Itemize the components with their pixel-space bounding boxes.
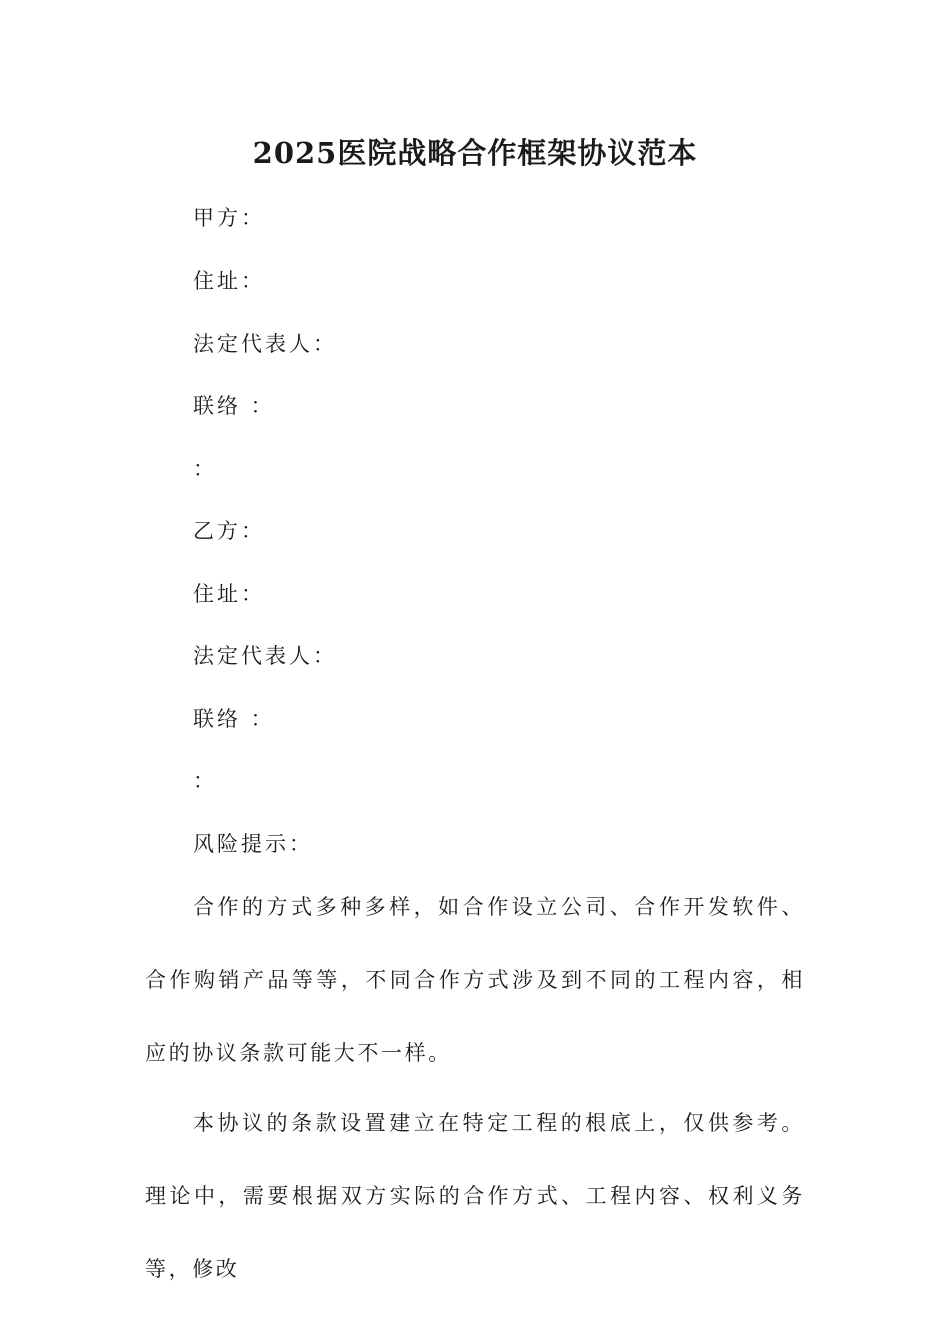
party-b-extra: ： bbox=[193, 769, 217, 793]
party-a-legal-rep: 法定代表人： bbox=[193, 332, 337, 356]
party-a-contact: 联络 ： bbox=[193, 394, 275, 418]
party-b-contact: 联络 ： bbox=[193, 707, 275, 731]
party-a-address: 住址： bbox=[193, 269, 265, 293]
risk-paragraph-1: 合作的方式多种多样，如合作设立公司、合作开发软件、合作购销产品等等，不同合作方式涉及到不同的工程内容，相应的协议条款可能大不一样。 bbox=[145, 895, 805, 1065]
party-a-label: 甲方： bbox=[193, 206, 265, 230]
party-b-label: 乙方： bbox=[193, 519, 265, 543]
party-b-address: 住址： bbox=[193, 582, 265, 606]
party-a-extra: ： bbox=[193, 457, 217, 481]
risk-heading: 风险提示： bbox=[193, 832, 313, 856]
document-title: 2025医院战略合作框架协议范本 bbox=[252, 136, 698, 170]
party-b-legal-rep: 法定代表人： bbox=[193, 644, 337, 668]
risk-paragraph-2: 本协议的条款设置建立在特定工程的根底上，仅供参考。理论中，需要根据双方实际的合作方式、工程内容、权利义务等，修改 bbox=[145, 1111, 805, 1281]
